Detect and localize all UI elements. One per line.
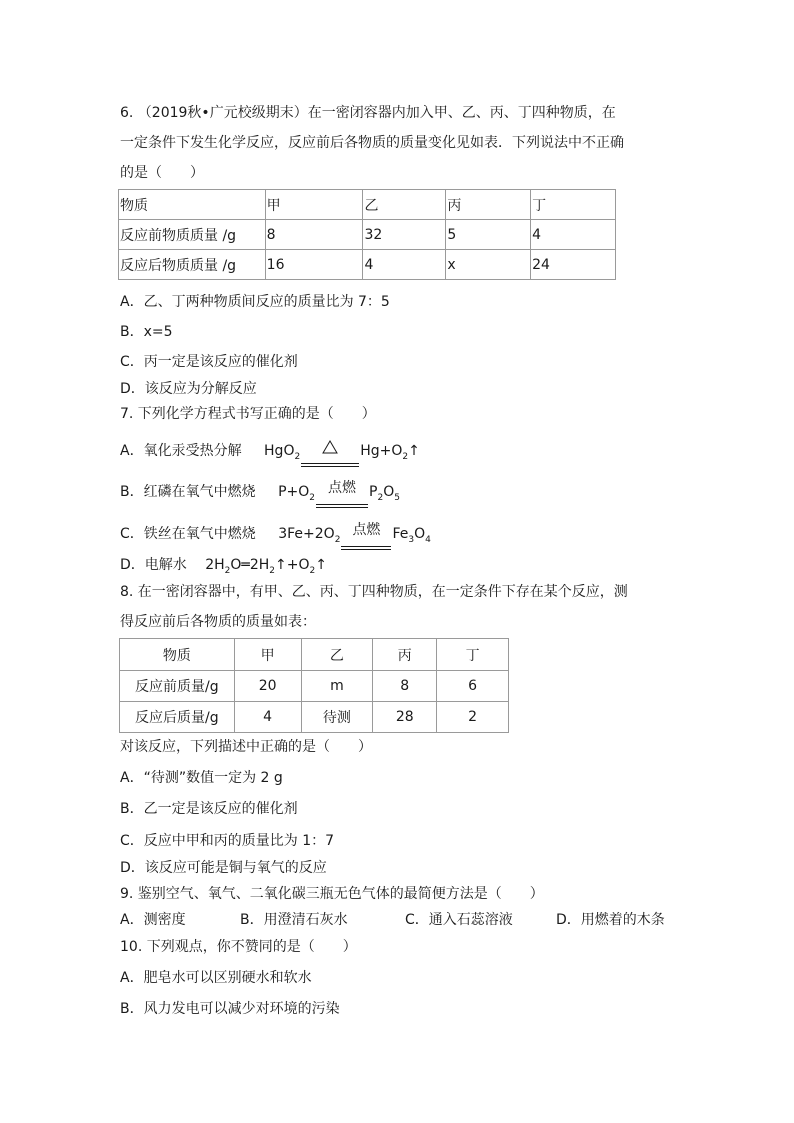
q8-data-table (119, 638, 509, 733)
q6-option-b: B．x=5 (120, 324, 173, 340)
triangle-heat-icon (322, 440, 338, 454)
table-row (120, 671, 509, 702)
q8-option-c: C．反应中甲和丙的质量比为 1：7 (120, 833, 335, 849)
table-row (120, 702, 509, 733)
table-cell: 4 (531, 220, 616, 250)
q9-stem: 9. 鉴别空气、氧气、二氧化碳三瓶无色气体的最简便方法是（ ） (120, 886, 544, 902)
q7-option-d (120, 555, 327, 581)
table-cell: 4 (363, 250, 446, 280)
table-cell: 4 (234, 702, 301, 733)
table-cell: 16 (265, 250, 363, 280)
q10-stem: 10. 下列观点，你不赞同的是（ ） (120, 939, 357, 955)
table-header-row (119, 190, 616, 220)
table-header-row (120, 639, 509, 671)
table-cell: 乙 (301, 639, 373, 671)
equation-right: $P_2O_5$ (369, 484, 400, 503)
table-cell: 丙 (446, 190, 531, 220)
table-cell: 丙 (373, 639, 437, 671)
q8-option-b: B．乙一定是该反应的催化剂 (120, 801, 298, 817)
q8-stem-2: 对该反应，下列描述中正确的是（ ） (120, 739, 372, 755)
q8-option-a: A．“待测”数值一定为 2 g (120, 770, 283, 786)
table-cell: 8 (265, 220, 363, 250)
q6-stem-line-3: 的是（ ） (120, 165, 204, 181)
q7-stem: 7. 下列化学方程式书写正确的是（ ） (120, 406, 376, 422)
table-cell: 6 (437, 671, 509, 702)
table-cell: 反应前质量/g (120, 671, 235, 702)
q8-option-d: D．该反应可能是铜与氧气的反应 (120, 860, 327, 876)
table-cell: 丁 (531, 190, 616, 220)
option-label: A．氧化汞受热分解 (120, 443, 242, 459)
table-cell: 物质 (119, 190, 266, 220)
table-row (119, 250, 616, 280)
option-label: B．红磷在氧气中燃烧 (120, 484, 256, 500)
q6-data-table (118, 189, 616, 280)
ignite-arrow: 点燃 (316, 495, 368, 508)
q9-option-c: C．通入石蕊溶液 (405, 912, 513, 928)
equation: $2H_2O═2H_2↑+O_2↑$ (205, 557, 327, 576)
table-cell: 丁 (437, 639, 509, 671)
table-cell: 28 (373, 702, 437, 733)
q8-stem-line-1: 8. 在一密闭容器中，有甲、乙、丙、丁四种物质，在一定条件下存在某个反应，测 (120, 584, 628, 600)
table-cell: x (446, 250, 531, 280)
q10-option-b: B．风力发电可以减少对环境的污染 (120, 1001, 340, 1017)
q6-option-c: C．丙一定是该反应的催化剂 (120, 354, 298, 370)
q6-option-d: D．该反应为分解反应 (120, 381, 257, 397)
equation-left: $3Fe+2O_2$ (278, 526, 341, 545)
table-cell: 物质 (120, 639, 235, 671)
q7-option-a (120, 441, 420, 467)
option-label: C．铁丝在氧气中燃烧 (120, 526, 256, 542)
q7-option-b (120, 479, 400, 508)
table-cell: 32 (363, 220, 446, 250)
table-cell: 20 (234, 671, 301, 702)
q10-option-a: A．肥皂水可以区别硬水和软水 (120, 970, 312, 986)
table-cell: 24 (531, 250, 616, 280)
heat-arrow (301, 454, 359, 467)
q9-option-d: D．用燃着的木条 (556, 912, 665, 928)
table-cell: 反应后物质质量 /g (119, 250, 266, 280)
option-label: D．电解水 (120, 557, 187, 573)
q9-option-b: B．用澄清石灰水 (240, 912, 348, 928)
q8-stem-line-2: 得反应前后各物质的质量如表： (120, 614, 316, 630)
q6-option-a: A．乙、丁两种物质间反应的质量比为 7：5 (120, 294, 390, 310)
equation-right: $Fe_3O_4$ (392, 526, 431, 545)
table-cell: m (301, 671, 373, 702)
table-cell: 乙 (363, 190, 446, 220)
table-cell: 甲 (265, 190, 363, 220)
q9-option-a: A．测密度 (120, 912, 186, 928)
q6-stem-line-2: 一定条件下发生化学反应，反应前后各物质的质量变化见如表．下列说法中不正确 (120, 135, 624, 151)
table-cell: 8 (373, 671, 437, 702)
table-cell: 反应前物质质量 /g (119, 220, 266, 250)
table-row (119, 220, 616, 250)
equation-right: $Hg+O_2↑$ (360, 443, 420, 462)
table-cell: 甲 (234, 639, 301, 671)
table-cell: 待测 (301, 702, 373, 733)
equation-left: HgO$_2$ (264, 443, 301, 462)
table-cell: 反应后质量/g (120, 702, 235, 733)
table-cell: 5 (446, 220, 531, 250)
table-cell: 2 (437, 702, 509, 733)
equation-left: $P+O_2$ (278, 484, 315, 503)
q6-stem-line-1: 6. （2019秋•广元校级期末）在一密闭容器内加入甲、乙、丙、丁四种物质，在 (120, 105, 616, 121)
ignite-arrow: 点燃 (341, 537, 391, 550)
q7-option-c (120, 521, 431, 550)
